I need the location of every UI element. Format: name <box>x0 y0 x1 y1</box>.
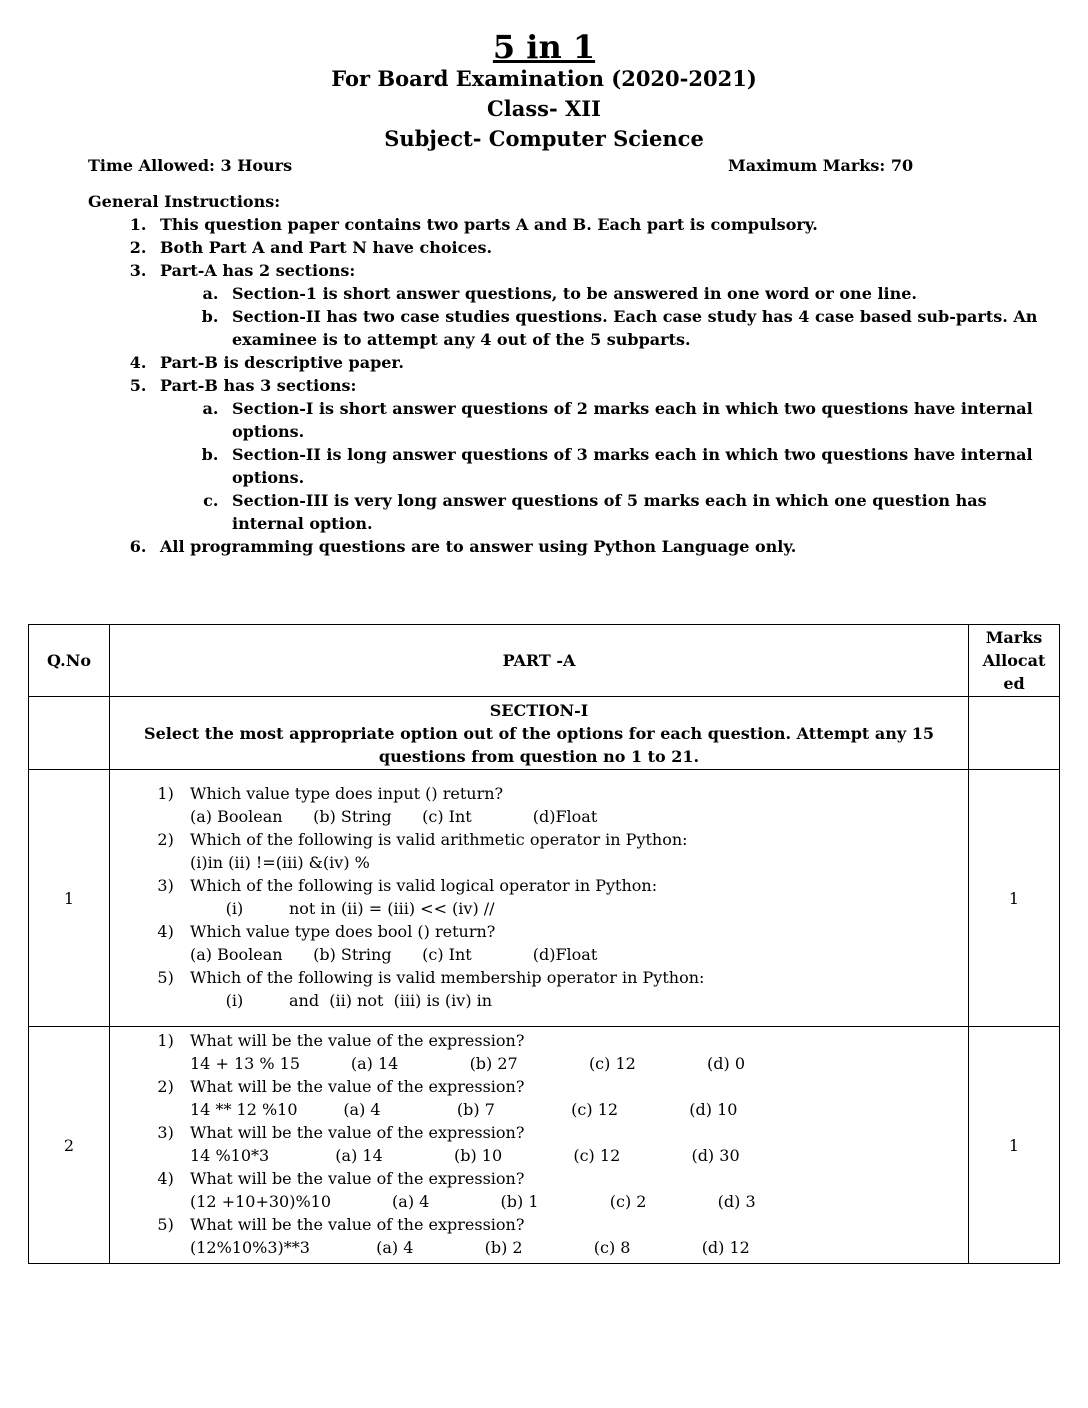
question-marks: 1 <box>969 1027 1060 1264</box>
section-row <box>29 697 1060 770</box>
question-block <box>110 1027 969 1264</box>
questions-table <box>28 624 1060 1264</box>
section-heading <box>110 697 969 770</box>
time-allowed: Time Allowed: 3 Hours <box>88 156 293 175</box>
instruction-subitem: b. Section-II is long answer questions of 3 marks each in which two questions have internal options. <box>224 443 1048 489</box>
part-a-subsections <box>160 282 1048 351</box>
sub-question: 3. Which of the following is valid logical operator in Python: (i) not in (ii) = (iii) << (iv) // <box>184 874 968 920</box>
options: 14 %10*3 (a) 14 (b) 10 (c) 12 (d) 30 <box>190 1146 740 1165</box>
instructions-title: General Instructions: <box>88 192 281 211</box>
instruction-item: 1. This question paper contains two parts A and B. Each part is compulsory. <box>152 213 1048 236</box>
sub-question: 5. What will be the value of the expression? (12%10%3)**3 (a) 4 (b) 2 (c) 8 (d) 12 <box>184 1213 968 1259</box>
part-b-subsections <box>160 397 1048 535</box>
options: (i)in (ii) !=(iii) &(iv) % <box>190 853 370 872</box>
marks-header: Marks Allocat ed <box>969 625 1060 697</box>
table-row <box>29 1027 1060 1264</box>
instruction-item: 3. Part-A has 2 sections: a. Section-1 is short answer questions, to be answered in one word or one line. b. Section-II has two case studies questions. Each case study has 4 case based sub-parts. An examinee is to attempt any 4 out of the 5 subparts. <box>152 259 1048 351</box>
sub-question: 5. Which of the following is valid membership operator in Python: (i) and (ii) not (iii) is (iv) in <box>184 966 968 1012</box>
table-header-row <box>29 625 1060 697</box>
options: (a) Boolean (b) String (c) Int (d)Float <box>190 945 598 964</box>
table-row <box>29 770 1060 1027</box>
sub-question: 4. Which value type does bool () return? (a) Boolean (b) String (c) Int (d)Float <box>184 920 968 966</box>
instruction-subitem: c. Section-III is very long answer questions of 5 marks each in which one question has internal option. <box>224 489 1048 535</box>
instruction-item: 2. Both Part A and Part N have choices. <box>152 236 1048 259</box>
sub-question: 2. Which of the following is valid arithmetic operator in Python: (i)in (ii) !=(iii) &(iv) % <box>184 828 968 874</box>
instruction-item: 4. Part-B is descriptive paper. <box>152 351 1048 374</box>
exam-title: For Board Examination (2020-2021) <box>331 66 757 91</box>
sub-question: 1. Which value type does input () return? (a) Boolean (b) String (c) Int (d)Float <box>184 782 968 828</box>
sub-question: 3. What will be the value of the expression? 14 %10*3 (a) 14 (b) 10 (c) 12 (d) 30 <box>184 1121 968 1167</box>
options: (a) Boolean (b) String (c) Int (d)Float <box>190 807 598 826</box>
options: 14 + 13 % 15 (a) 14 (b) 27 (c) 12 (d) 0 <box>190 1054 746 1073</box>
maximum-marks: Maximum Marks: 70 <box>728 156 914 175</box>
section-instruction: Select the most appropriate option out of the options for each question. Attempt any 15 questions from question no 1 to 21. <box>144 723 934 766</box>
question-block <box>110 770 969 1027</box>
sub-question: 4. What will be the value of the expression? (12 +10+30)%10 (a) 4 (b) 1 (c) 2 (d) 3 <box>184 1167 968 1213</box>
subject-title: Subject- Computer Science <box>384 126 704 151</box>
instruction-subitem: a. Section-1 is short answer questions, to be answered in one word or one line. <box>224 282 1048 305</box>
class-title: Class- XII <box>487 96 601 121</box>
section-title: SECTION-I <box>489 700 589 720</box>
sub-question-list <box>154 782 968 1012</box>
sub-question: 1. What will be the value of the expression? 14 + 13 % 15 (a) 14 (b) 27 (c) 12 (d) 0 <box>184 1029 968 1075</box>
options: (i) and (ii) not (iii) is (iv) in <box>190 991 493 1010</box>
options: (i) not in (ii) = (iii) << (iv) // <box>190 899 495 918</box>
general-instructions <box>88 190 1048 558</box>
question-number: 2 <box>29 1027 110 1264</box>
instructions-list <box>88 213 1048 558</box>
sub-question: 2. What will be the value of the expression? 14 ** 12 %10 (a) 4 (b) 7 (c) 12 (d) 10 <box>184 1075 968 1121</box>
sub-question-list <box>154 1029 968 1259</box>
question-number: 1 <box>29 770 110 1027</box>
question-marks: 1 <box>969 770 1060 1027</box>
part-header: PART -A <box>110 625 969 697</box>
instruction-item: 6. All programming questions are to answer using Python Language only. <box>152 535 1048 558</box>
options: (12%10%3)**3 (a) 4 (b) 2 (c) 8 (d) 12 <box>190 1238 750 1257</box>
qno-header: Q.No <box>29 625 110 697</box>
instruction-item: 5. Part-B has 3 sections: a. Section-I is short answer questions of 2 marks each in which two questions have internal options. b. Section-II is long answer questions of 3 marks each in which two questions have internal options. c. Section-III is very long answer questions of 5 marks each in which one question has internal option. <box>152 374 1048 535</box>
instruction-subitem: b. Section-II has two case studies questions. Each case study has 4 case based sub-parts. An examinee is to attempt any 4 out of the 5 subparts. <box>224 305 1048 351</box>
options: 14 ** 12 %10 (a) 4 (b) 7 (c) 12 (d) 10 <box>190 1100 738 1119</box>
paper-title: 5 in 1 <box>492 28 596 66</box>
instruction-subitem: a. Section-I is short answer questions of 2 marks each in which two questions have internal options. <box>224 397 1048 443</box>
options: (12 +10+30)%10 (a) 4 (b) 1 (c) 2 (d) 3 <box>190 1192 756 1211</box>
